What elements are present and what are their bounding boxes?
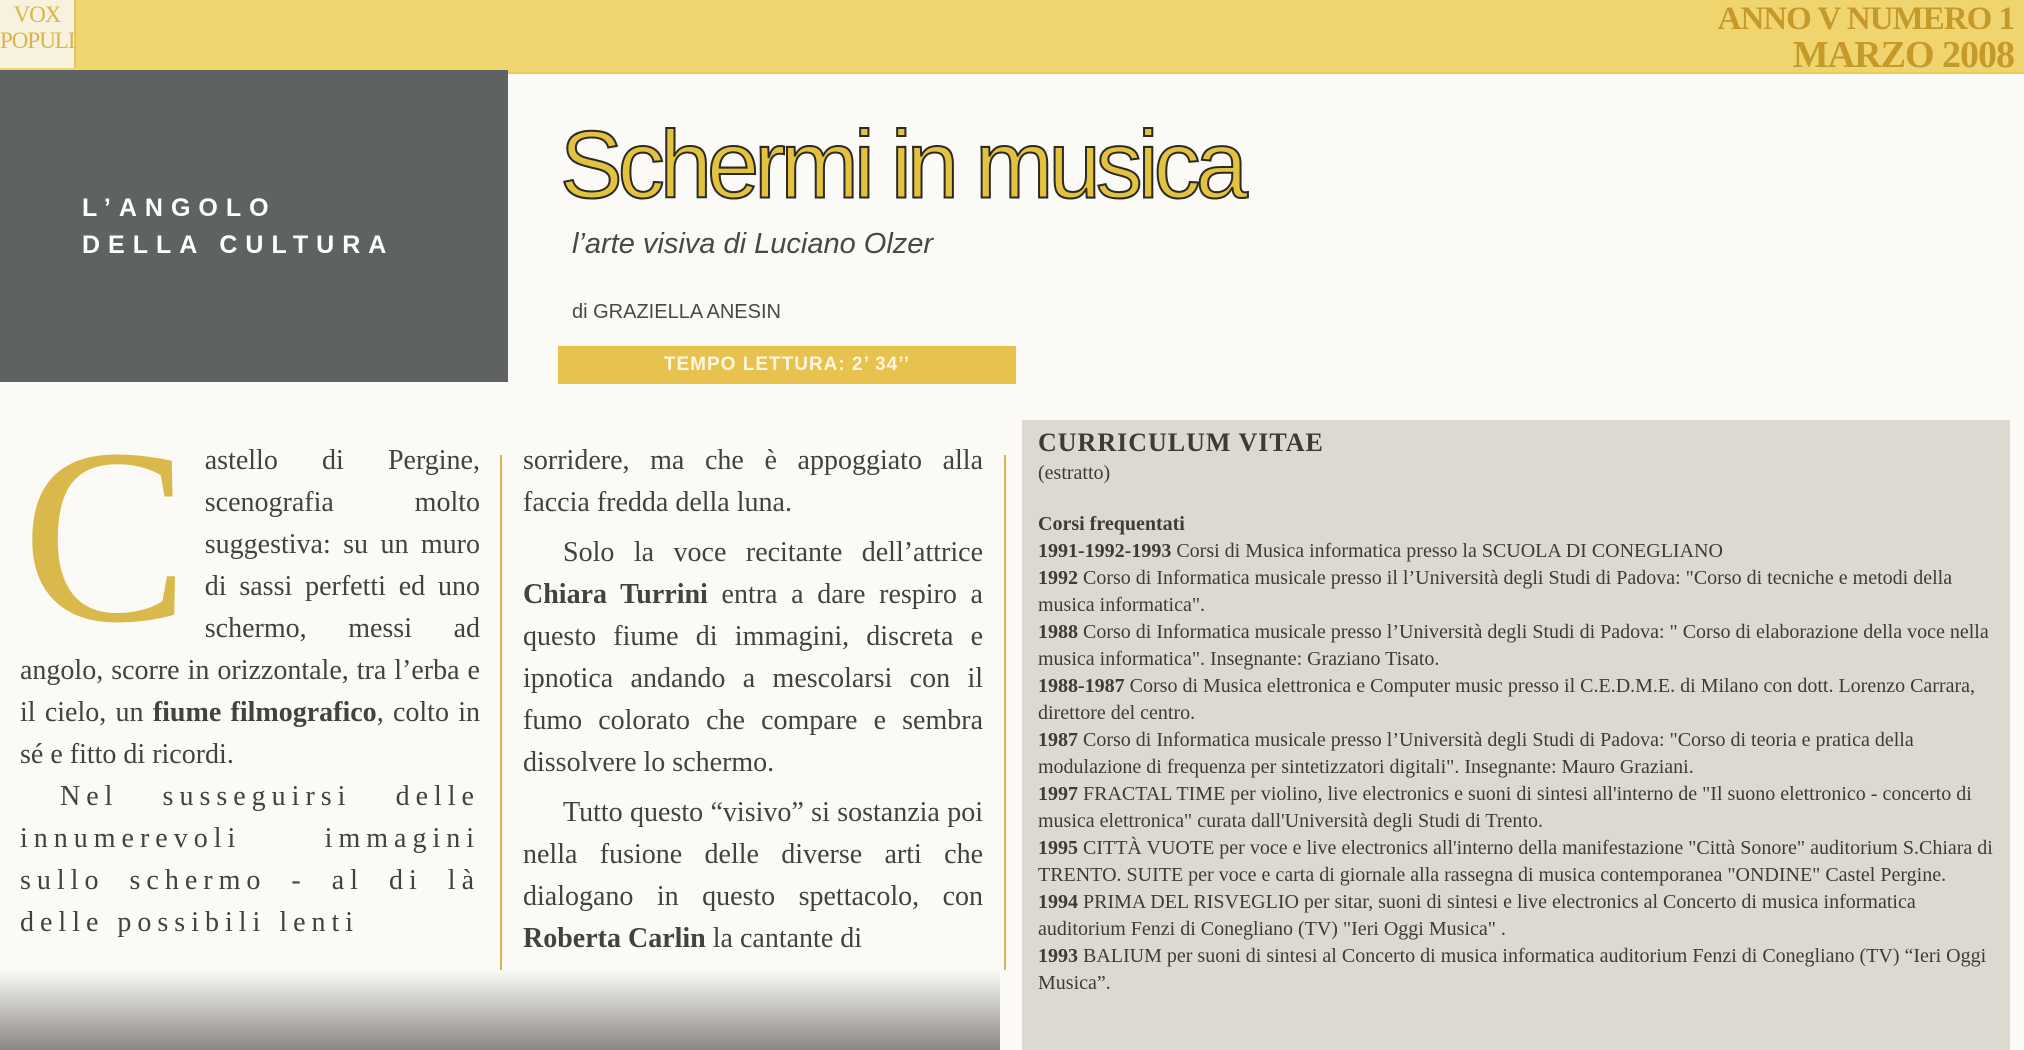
background-heading-decoration bbox=[1160, 100, 2020, 430]
cv-title: CURRICULUM VITAE bbox=[1038, 428, 1324, 457]
paragraph-3 bbox=[523, 792, 983, 960]
cv-entry bbox=[1038, 727, 1996, 781]
cv-entry-year: 1993 bbox=[1038, 945, 1078, 967]
column-divider bbox=[500, 455, 502, 970]
article-column-2 bbox=[523, 440, 983, 960]
cv-entry-text: FRACTAL TIME per violino, live electronics e suoni di sintesi all'interno de "Il suono elettronico - concerto di musica elettronica" curata dall'Università degli Studi di Trento. bbox=[1038, 783, 1972, 832]
issue-number: ANNO V NUMERO 1 bbox=[1717, 1, 2014, 37]
article-subtitle: l’arte visiva di Luciano Olzer bbox=[572, 228, 934, 260]
text-span: entra a dare respiro a questo fiume di immagini, discreta e ipnotica andando a mescolarsi con il fumo colorato che compare e sembra dissolvere lo schermo. bbox=[523, 579, 983, 778]
cv-entry-year: 1992 bbox=[1038, 567, 1078, 589]
cv-entry-text: Corso di Musica elettronica e Computer music presso il C.E.D.M.E. di Milano con dott. Lorenzo Carrara, direttore del centro. bbox=[1038, 675, 1976, 724]
cv-entry bbox=[1038, 835, 1996, 889]
cv-entry bbox=[1038, 781, 1996, 835]
cv-entries bbox=[1038, 538, 1996, 997]
page-shadow bbox=[0, 970, 1000, 1050]
cv-entry-text: Corso di Informatica musicale presso l’Università degli Studi di Padova: " Corso di elaborazione della voce nella musica informatica". Insegnante: Graziano Tisato. bbox=[1038, 621, 1989, 670]
cv-entry bbox=[1038, 943, 1996, 997]
text-span: Solo la voce recitante dell’attrice bbox=[563, 537, 983, 568]
paragraph-2: Nel susseguirsi delle innumerevoli immagini sullo schermo - al di là delle possibili lenti bbox=[20, 781, 480, 938]
section-label: L’ANGOLO DELLA CULTURA bbox=[82, 194, 395, 259]
logo-line-2: POPULI bbox=[0, 28, 75, 53]
bold-phrase: fiume filmografico bbox=[152, 697, 377, 728]
cv-entry-text: Corsi di Musica informatica presso la SCUOLA DI CONEGLIANO bbox=[1171, 540, 1723, 562]
cv-entry-text: CITTÀ VUOTE per voce e live electronics all'interno della manifestazione "Città Sonore" auditorium S.Chiara di TRENTO. SUITE per voce e carta di giornale alla rassegna di musica contemporanea "ONDINE" Castel Pergine. bbox=[1038, 837, 1993, 886]
paragraph-1 bbox=[20, 398, 481, 776]
paragraph-1: sorridere, ma che è appoggiato alla faccia fredda della luna. bbox=[523, 445, 983, 518]
curriculum-box bbox=[1022, 420, 2010, 1050]
section-box bbox=[0, 70, 508, 382]
text-span: , colto in sé e fitto di ricordi. bbox=[20, 697, 481, 770]
bold-name: Roberta Carlin bbox=[523, 923, 706, 954]
article-column-1 bbox=[20, 398, 481, 944]
cv-entry-year: 1987 bbox=[1038, 729, 1078, 751]
issue-info bbox=[1718, 2, 2014, 74]
magazine-logo bbox=[0, 0, 76, 68]
header-bar bbox=[0, 0, 2024, 74]
article-author: di GRAZIELLA ANESIN bbox=[572, 301, 781, 323]
cv-entry bbox=[1038, 673, 1996, 727]
bold-name: Chiara Turrini bbox=[523, 579, 708, 610]
cv-entry-year: 1997 bbox=[1038, 783, 1078, 805]
reading-time-badge: TEMPO LETTURA: 2’ 34’’ bbox=[558, 346, 1016, 384]
cv-entry-year: 1988-1987 bbox=[1038, 675, 1125, 697]
cv-entry bbox=[1038, 565, 1996, 619]
cv-subtitle: (estratto) bbox=[1038, 462, 1111, 484]
paragraph-2 bbox=[523, 532, 983, 784]
cv-entry bbox=[1038, 619, 1996, 673]
cv-entry-year: 1994 bbox=[1038, 891, 1078, 913]
text-span: la cantante di bbox=[705, 923, 863, 954]
issue-date: MARZO 2008 bbox=[1792, 34, 2014, 76]
cv-entry-year: 1988 bbox=[1038, 621, 1078, 643]
cv-entry-text: Corso di Informatica musicale presso l’Università degli Studi di Padova: "Corso di teoria e pratica della modulazione di frequenza per sintetizzatori digitali". Insegnante: Mauro Graziani. bbox=[1038, 729, 1914, 778]
cv-entry bbox=[1038, 889, 1996, 943]
logo-line-1: VOX bbox=[13, 2, 61, 27]
article-title: Schermi in musica bbox=[560, 110, 1243, 219]
column-divider bbox=[1004, 455, 1006, 970]
cv-entry bbox=[1038, 538, 1996, 565]
cv-section-title: Corsi frequentati bbox=[1038, 513, 1185, 535]
cv-entry-text: Corso di Informatica musicale presso il l’Università degli Studi di Padova: "Corso di tecniche e metodi della musica informatica". bbox=[1038, 567, 1953, 616]
cv-entry-text: PRIMA DEL RISVEGLIO per sitar, suoni di sintesi e live electronics al Concerto di musica informatica auditorium Fenzi di Conegliano (TV) "Ieri Oggi Musica" . bbox=[1038, 891, 1916, 940]
cv-entry-year: 1995 bbox=[1038, 837, 1078, 859]
text-span: astello di Pergine, scenografia molto suggestiva: su un muro di sassi perfetti ed uno schermo, messi ad angolo, scorre in orizzontale, tra l’erba e il cielo, un bbox=[20, 445, 480, 728]
text-span: Tutto questo “visivo” si sostanzia poi nella fusione delle diverse arti che dialogano in questo spettacolo, con bbox=[523, 797, 983, 912]
drop-cap: C bbox=[22, 398, 189, 675]
cv-entry-year: 1991-1992-1993 bbox=[1038, 540, 1172, 562]
cv-entry-text: BALIUM per suoni di sintesi al Concerto di musica informatica auditorium Fenzi di Conegliano (TV) “Ieri Oggi Musica”. bbox=[1038, 945, 1987, 994]
